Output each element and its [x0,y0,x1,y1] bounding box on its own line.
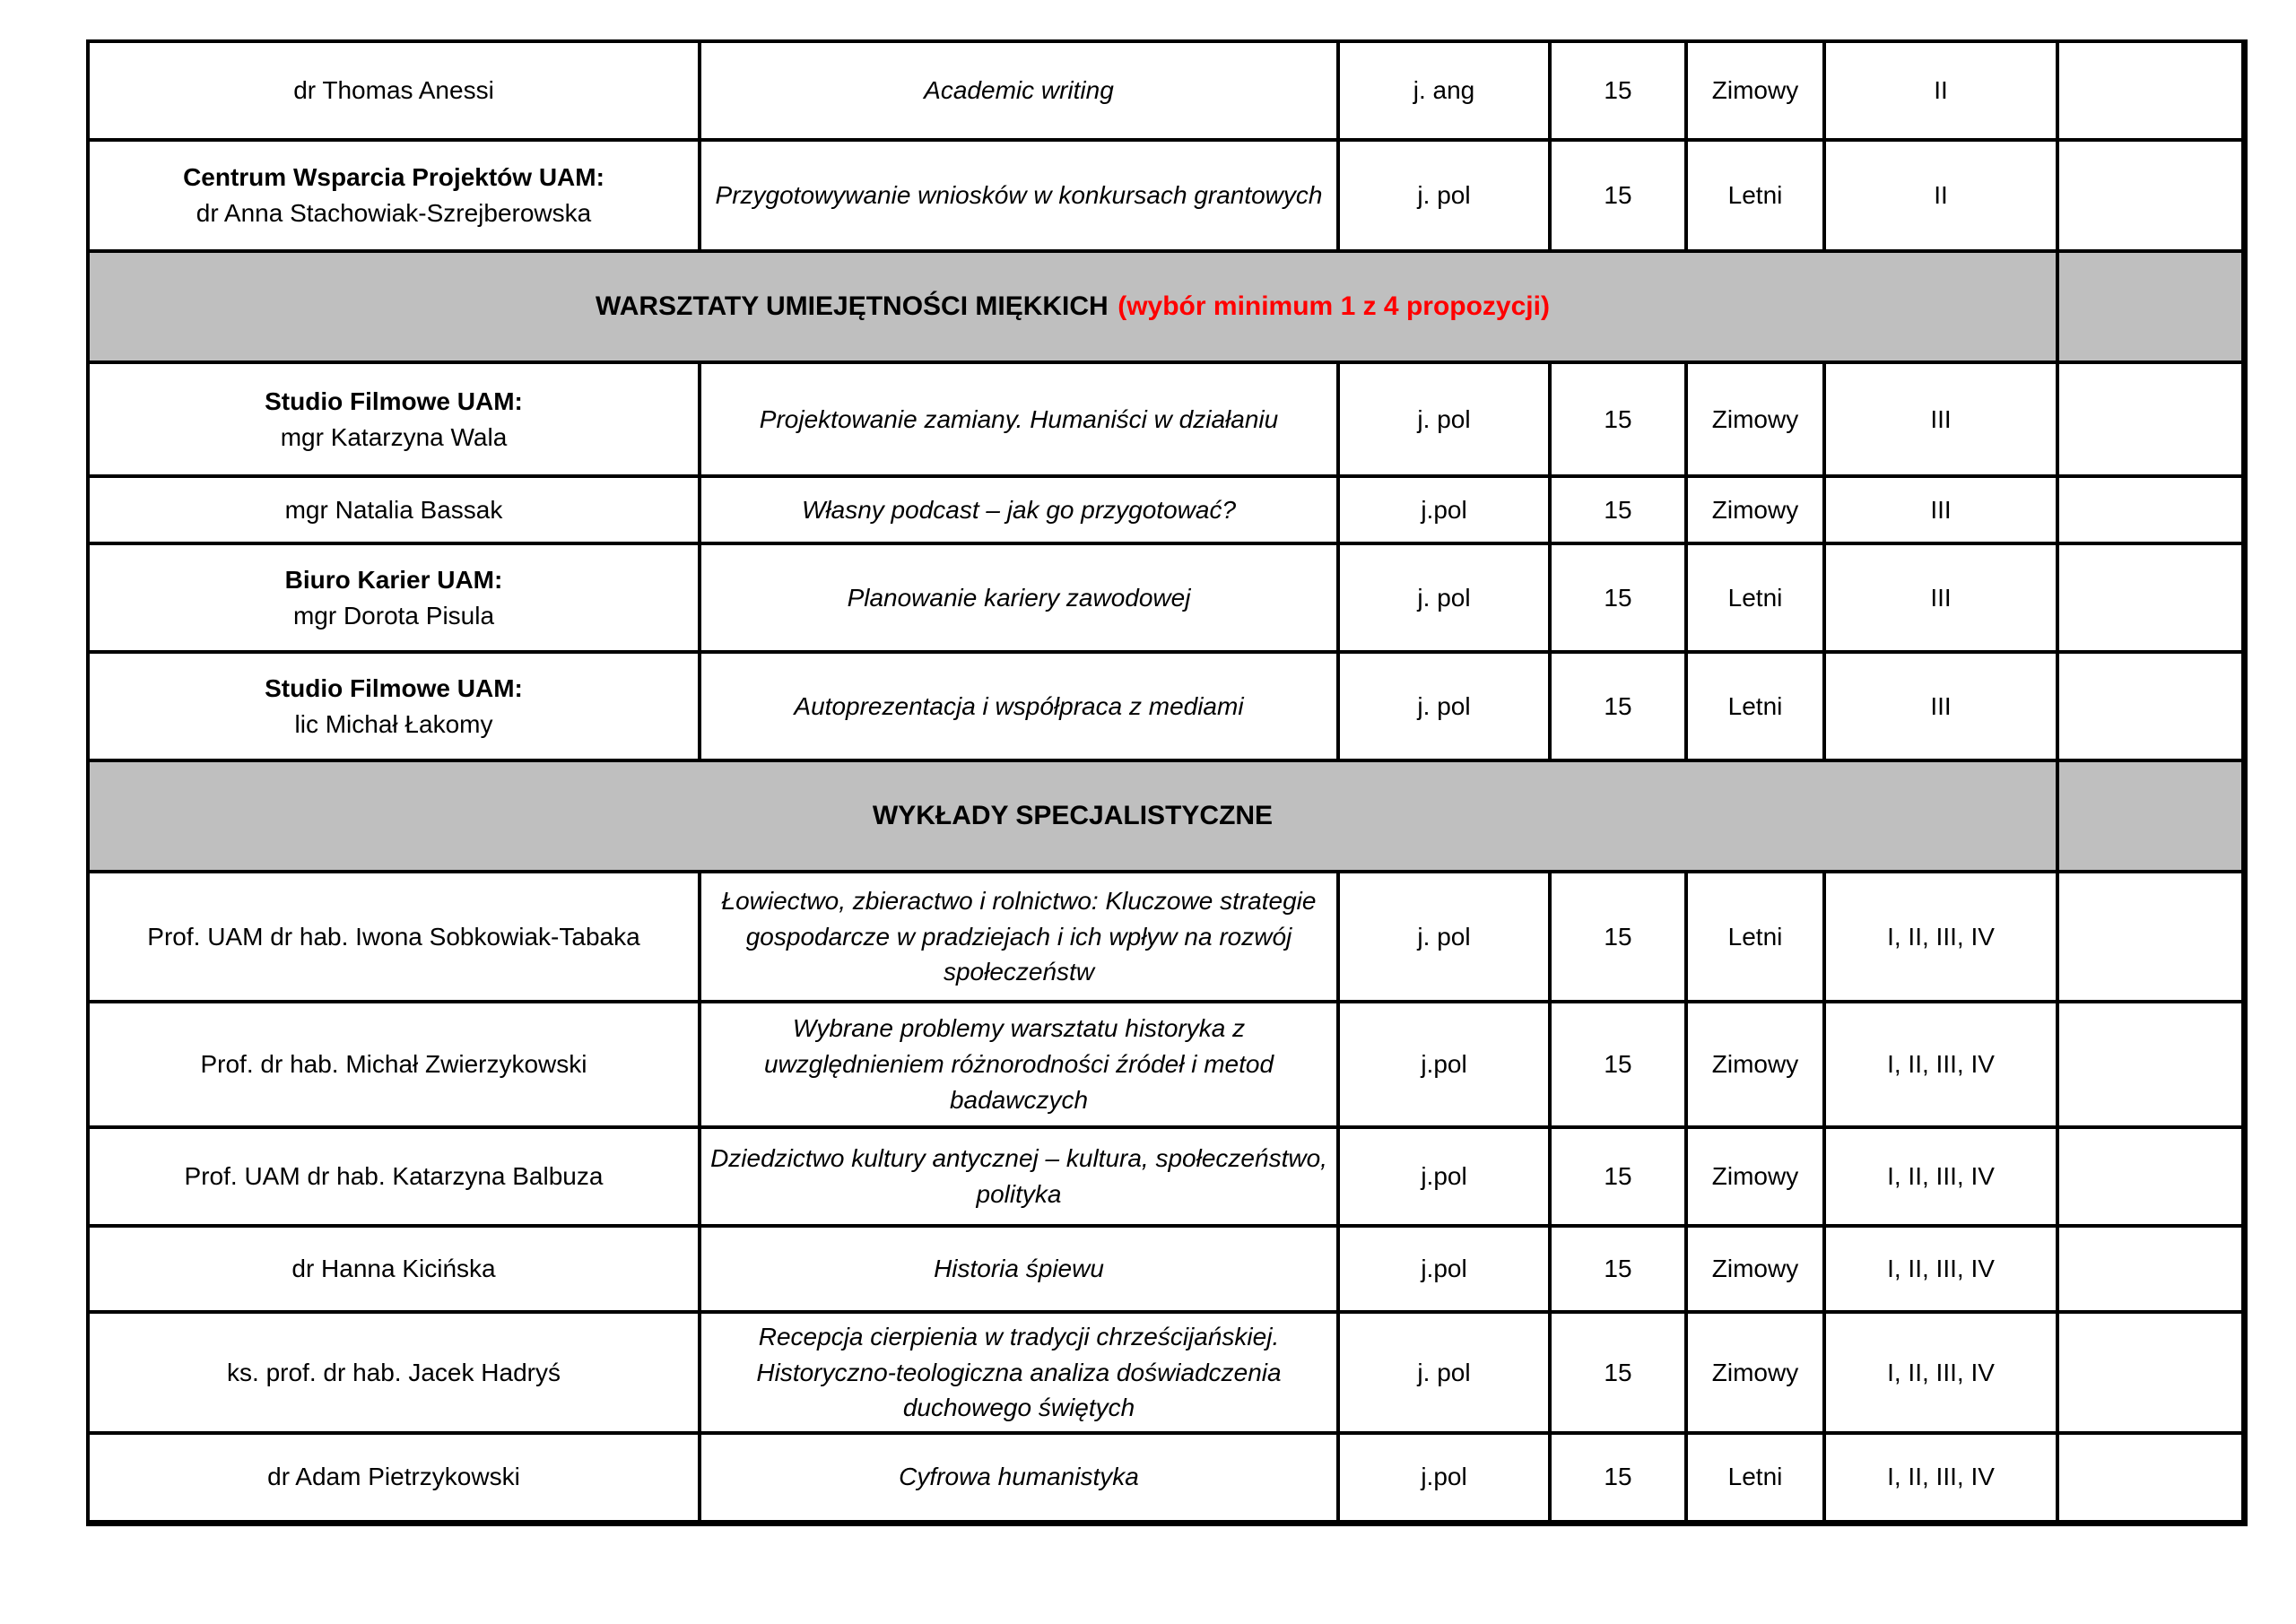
section-header-row [88,760,2244,872]
lecturer-cell [88,1127,700,1226]
table-row [88,476,2244,543]
empty-cell [2057,1127,2244,1226]
course-title-cell: Academic writing [700,41,1338,140]
empty-cell [2057,1226,2244,1312]
lecturer-name: dr Adam Pietrzykowski [267,1463,520,1491]
lecturer-name: dr Thomas Anessi [293,76,494,105]
lecturer-name: Prof. UAM dr hab. Katarzyna Balbuza [184,1162,604,1191]
lecturer-name: lic Michał Łakomy [294,709,493,738]
section-note: (wybór minimum 1 z 4 propozycji) [1118,291,1550,321]
lecturer-cell [88,1002,700,1127]
language-cell: j. pol [1338,543,1550,652]
course-title-cell: Łowiectwo, zbieractwo i rolnictwo: Kluczowe strategie gospodarcze w pradziejach i ich wpływ na rozwój społeczeństw [700,872,1338,1002]
course-title-cell: Autoprezentacja i współpraca z mediami [700,652,1338,760]
year-cell: I, II, III, IV [1824,1312,2057,1433]
language-cell: j. ang [1338,41,1550,140]
semester-cell: Letni [1686,872,1824,1002]
empty-cell [2057,41,2244,140]
year-cell: I, II, III, IV [1824,1127,2057,1226]
semester-cell: Letni [1686,652,1824,760]
semester-cell: Zimowy [1686,1127,1824,1226]
table-row [88,1433,2244,1523]
lecturer-cell [88,652,700,760]
course-title-cell: Dziedzictwo kultury antycznej – kultura, społeczeństwo, polityka [700,1127,1338,1226]
course-title-cell: Planowanie kariery zawodowej [700,543,1338,652]
section-title: WYKŁADY SPECJALISTYCZNE [872,800,1274,830]
lecturer-cell [88,476,700,543]
section-title-cell [88,760,2057,872]
table-row [88,543,2244,652]
year-cell: II [1824,41,2057,140]
table-row [88,1002,2244,1127]
lecturer-cell [88,1433,700,1523]
table-row [88,872,2244,1002]
year-cell: III [1824,543,2057,652]
hours-cell: 15 [1550,1433,1686,1523]
lecturer-name: mgr Dorota Pisula [292,601,495,630]
lecturer-cell [88,362,700,476]
language-cell: j.pol [1338,1433,1550,1523]
hours-cell: 15 [1550,1226,1686,1312]
lecturer-cell [88,41,700,140]
empty-cell [2057,543,2244,652]
hours-cell: 15 [1550,652,1686,760]
year-cell: I, II, III, IV [1824,1002,2057,1127]
empty-cell [2057,476,2244,543]
lecturer-cell [88,140,700,251]
lecturer-name: dr Anna Stachowiak-Szrejberowska [196,199,592,227]
lecturer-org: Centrum Wsparcia Projektów UAM: [183,163,604,192]
language-cell: j. pol [1338,140,1550,251]
lecturer-org: Studio Filmowe UAM: [265,386,523,415]
hours-cell: 15 [1550,872,1686,1002]
hours-cell: 15 [1550,543,1686,652]
section-empty-cell [2057,760,2244,872]
course-title-cell: Recepcja cierpienia w tradycji chrześcijańskiej. Historyczno-teologiczna analiza doświadczenia duchowego świętych [700,1312,1338,1433]
table-row [88,362,2244,476]
lecturer-name: ks. prof. dr hab. Jacek Hadryś [227,1358,561,1386]
empty-cell [2057,1002,2244,1127]
course-title-cell: Wybrane problemy warsztatu historyka z uwzględnieniem różnorodności źródeł i metod badawczych [700,1002,1338,1127]
empty-cell [2057,1433,2244,1523]
language-cell: j.pol [1338,1127,1550,1226]
lecturer-name: Prof. dr hab. Michał Zwierzykowski [200,1050,587,1079]
table-row [88,41,2244,140]
empty-cell [2057,140,2244,251]
language-cell: j.pol [1338,476,1550,543]
year-cell: I, II, III, IV [1824,1226,2057,1312]
empty-cell [2057,1312,2244,1433]
year-cell: III [1824,362,2057,476]
language-cell: j.pol [1338,1002,1550,1127]
course-title-cell: Projektowanie zamiany. Humaniści w działaniu [700,362,1338,476]
course-title-cell: Historia śpiewu [700,1226,1338,1312]
lecturer-org: Biuro Karier UAM: [284,565,503,594]
semester-cell: Zimowy [1686,362,1824,476]
hours-cell: 15 [1550,1002,1686,1127]
lecturer-name: Prof. UAM dr hab. Iwona Sobkowiak-Tabaka [147,922,640,951]
semester-cell: Zimowy [1686,1226,1824,1312]
lecturer-name: mgr Katarzyna Wala [280,422,508,451]
hours-cell: 15 [1550,41,1686,140]
lecturer-name: dr Hanna Kicińska [291,1255,496,1283]
hours-cell: 15 [1550,362,1686,476]
table-row [88,1226,2244,1312]
lecturer-org: Studio Filmowe UAM: [265,673,523,702]
section-empty-cell [2057,251,2244,362]
language-cell: j.pol [1338,1226,1550,1312]
hours-cell: 15 [1550,140,1686,251]
section-header-row [88,251,2244,362]
language-cell: j. pol [1338,652,1550,760]
table-row [88,652,2244,760]
empty-cell [2057,872,2244,1002]
year-cell: I, II, III, IV [1824,1433,2057,1523]
semester-cell: Letni [1686,1433,1824,1523]
lecturer-cell [88,543,700,652]
year-cell: I, II, III, IV [1824,872,2057,1002]
table-row [88,1127,2244,1226]
table-row [88,1312,2244,1433]
hours-cell: 15 [1550,476,1686,543]
lecturer-cell [88,1312,700,1433]
course-table [86,39,2248,1526]
language-cell: j. pol [1338,362,1550,476]
language-cell: j. pol [1338,872,1550,1002]
empty-cell [2057,362,2244,476]
hours-cell: 15 [1550,1127,1686,1226]
course-title-cell: Przygotowywanie wniosków w konkursach grantowych [700,140,1338,251]
lecturer-cell [88,1226,700,1312]
semester-cell: Zimowy [1686,41,1824,140]
empty-cell [2057,652,2244,760]
course-title-cell: Własny podcast – jak go przygotować? [700,476,1338,543]
section-title-cell [88,251,2057,362]
course-title-cell: Cyfrowa humanistyka [700,1433,1338,1523]
semester-cell: Zimowy [1686,476,1824,543]
language-cell: j. pol [1338,1312,1550,1433]
year-cell: II [1824,140,2057,251]
lecturer-cell [88,872,700,1002]
year-cell: III [1824,652,2057,760]
semester-cell: Zimowy [1686,1312,1824,1433]
section-title: WARSZTATY UMIEJĘTNOŚCI MIĘKKICH [596,291,1109,321]
table-row [88,140,2244,251]
semester-cell: Letni [1686,140,1824,251]
semester-cell: Letni [1686,543,1824,652]
semester-cell: Zimowy [1686,1002,1824,1127]
lecturer-name: mgr Natalia Bassak [284,495,503,524]
year-cell: III [1824,476,2057,543]
hours-cell: 15 [1550,1312,1686,1433]
